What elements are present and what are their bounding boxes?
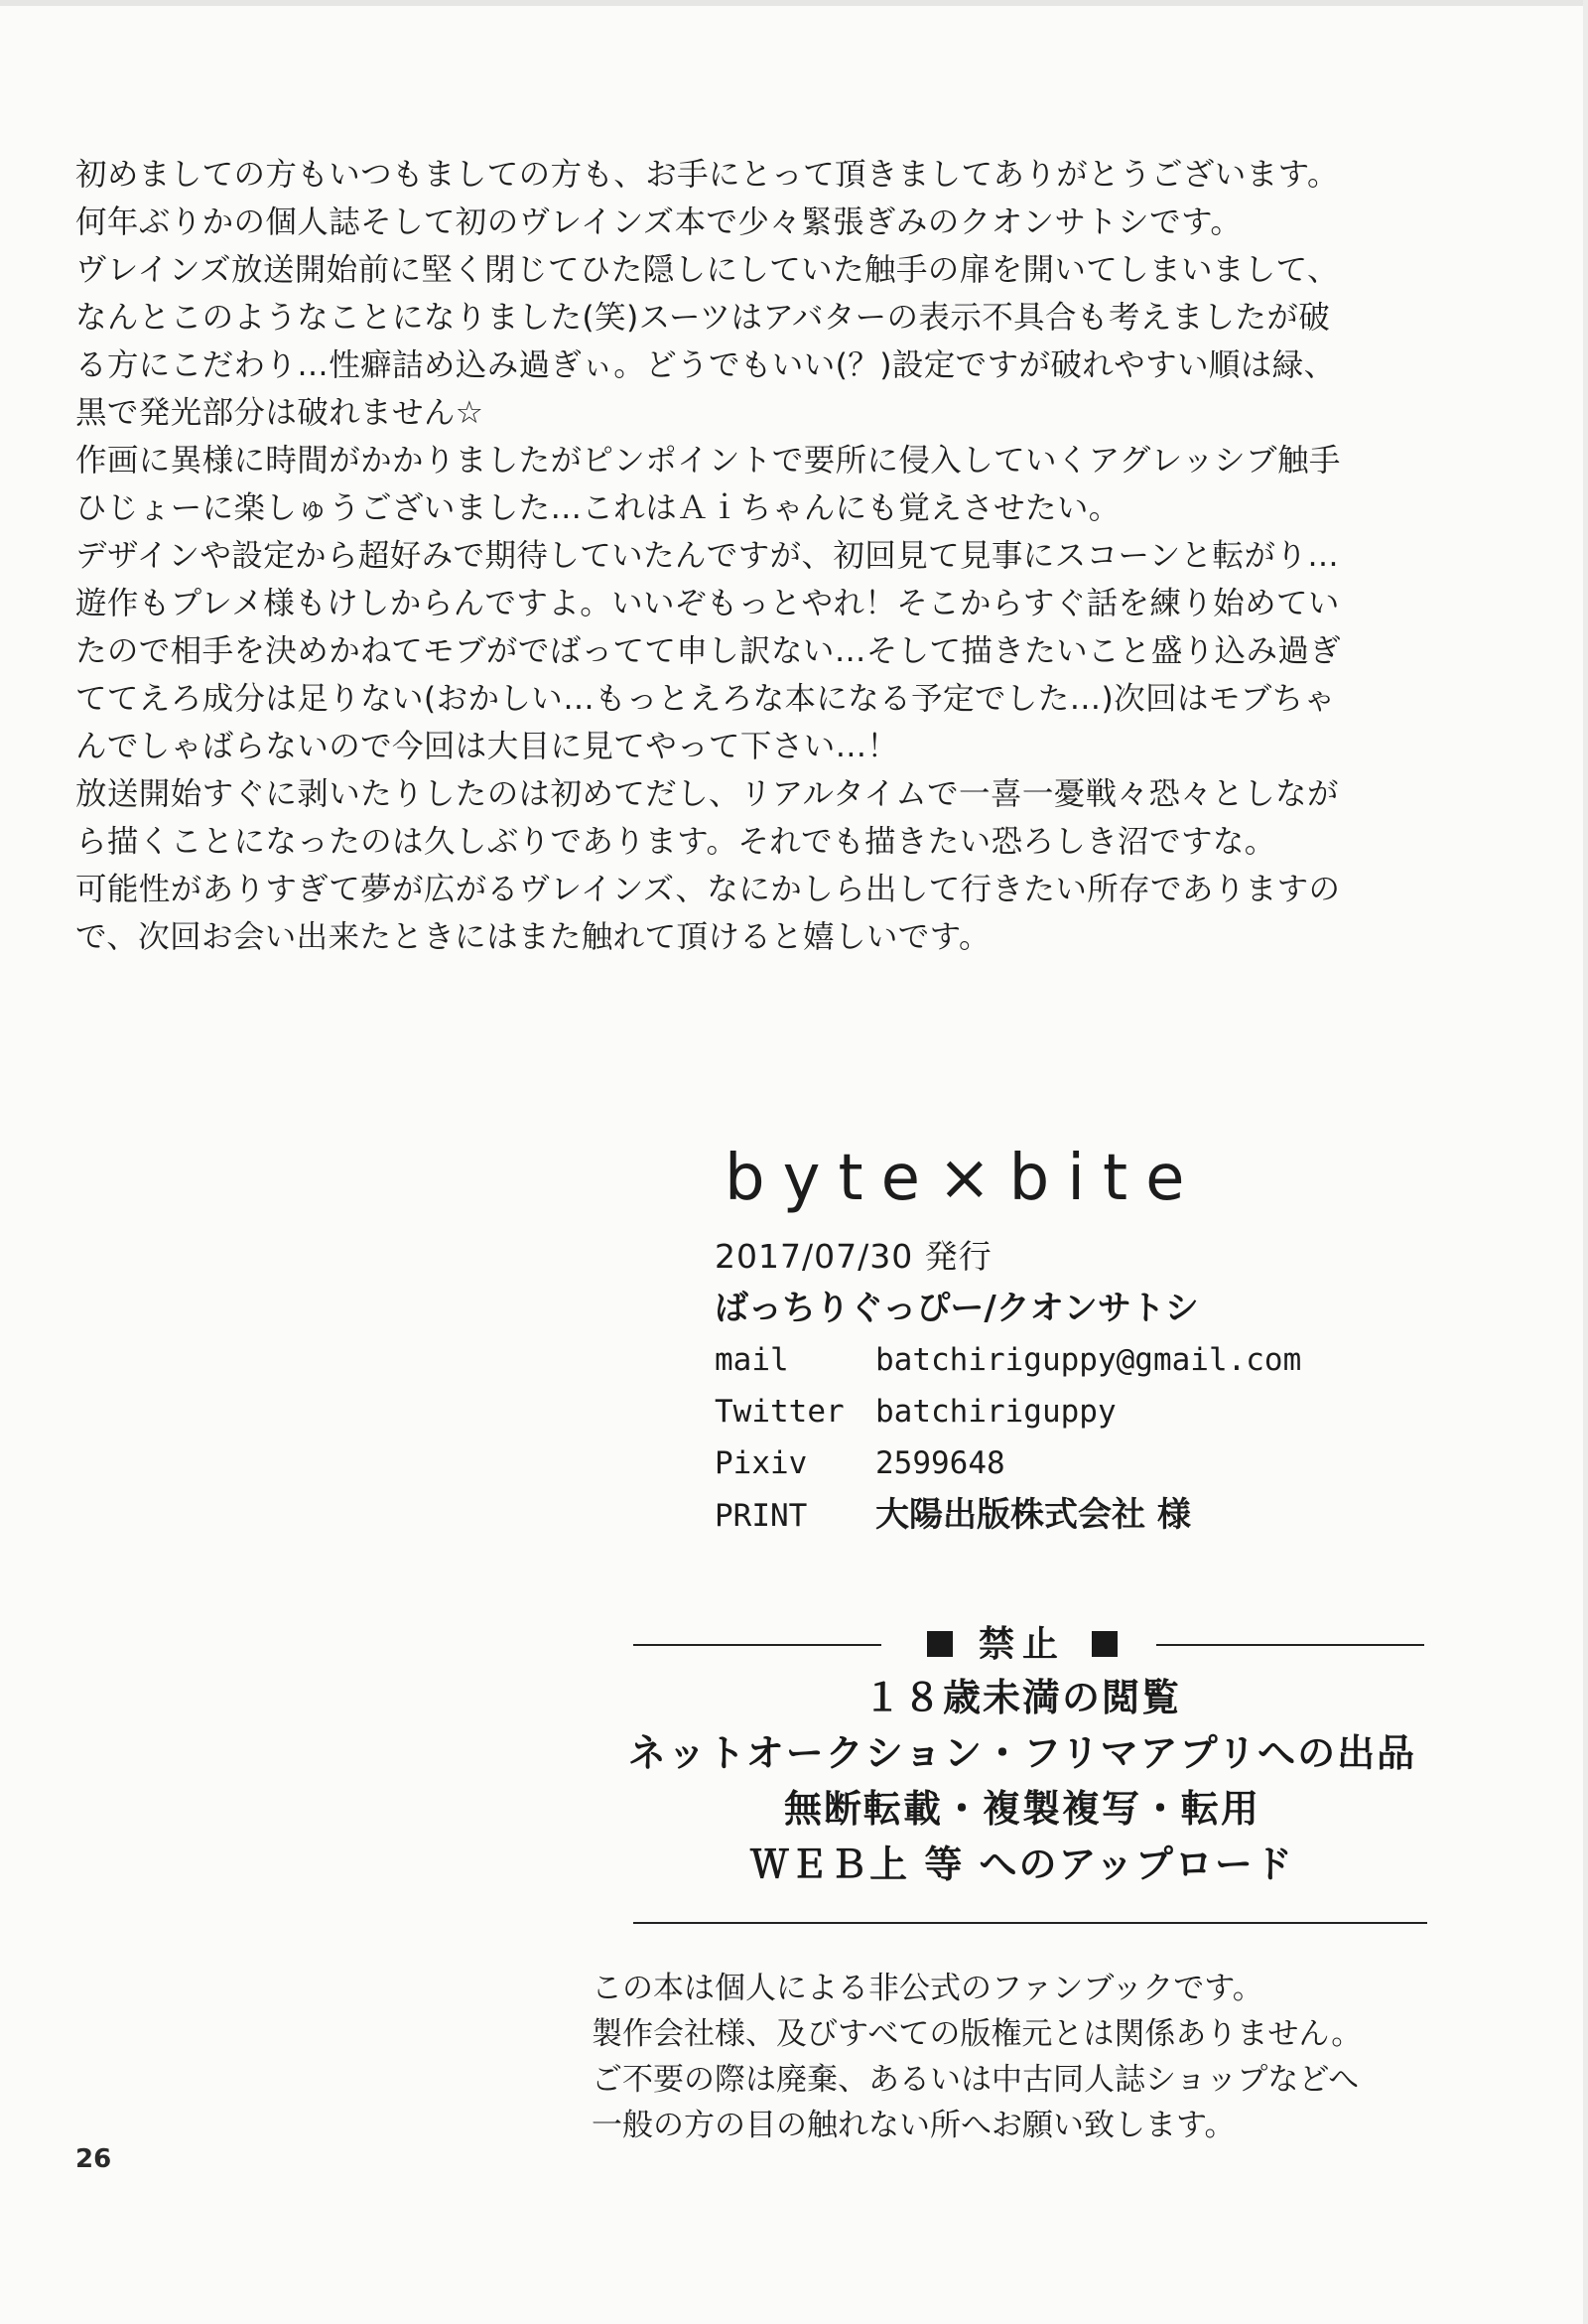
twitter-row <box>715 1386 1301 1437</box>
prohibition-item: ネットオークション・フリマアプリへの出品 <box>627 1730 1417 1775</box>
colophon <box>715 1231 1301 1541</box>
black-square-icon <box>927 1631 953 1657</box>
book-title: byte×bite <box>725 1142 1203 1215</box>
afterword-line: 黒で発光部分は破れません☆ <box>75 395 484 431</box>
afterword-line: 遊作もプレメ様もけしからんですよ。いいぞもっとやれ！そこからすぐ話を練り始めてい <box>75 586 1340 621</box>
disclaimer-line: 製作会社様、及びすべての版権元とは関係ありません。 <box>592 2016 1363 2052</box>
print-value: 大陽出版株式会社 様 <box>875 1495 1191 1535</box>
disclaimer-line: 一般の方の目の触れない所へお願い致します。 <box>592 2108 1236 2143</box>
pixiv-value: 2599648 <box>875 1445 1005 1481</box>
divider-line <box>633 1922 1427 1924</box>
afterword-line: 初めましての方もいつもましての方も、お手にとって頂きましてありがとうございます。 <box>75 157 1339 193</box>
divider-line <box>1156 1644 1424 1646</box>
twitter-value: batchiriguppy <box>875 1394 1117 1430</box>
disclaimer <box>592 1966 1362 2148</box>
afterword-line: デザインや設定から超好みで期待していたんですが、初回見て見事にスコーンと転がり… <box>75 538 1340 574</box>
afterword-line: 可能性がありすぎて夢が広がるヴレインズ、なにかしら出して行きたい所存でありますの <box>75 872 1341 907</box>
afterword-line: なんとこのようなことになりました(笑)スーツはアバターの表示不具合も考えましたが破 <box>75 300 1331 336</box>
afterword-line: ひじょーに楽しゅうございました…これはＡｉちゃんにも覚えさせたい。 <box>75 490 1121 526</box>
page-edge-top <box>0 0 1588 6</box>
afterword-line: んでしゃばらないので今回は大目に見てやって下さい…！ <box>75 729 899 764</box>
afterword-line: ら描くことになったのは久しぶりであります。それでも描きたい恐ろしき沼ですな。 <box>75 824 1276 860</box>
publish-date: 2017/07/30 発行 <box>715 1237 992 1276</box>
afterword-line: で、次回お会い出来たときにはまた触れて頂けると嬉しいです。 <box>75 919 991 955</box>
disclaimer-line: ご不要の際は廃棄、あるいは中古同人誌ショップなどへ <box>592 2062 1360 2098</box>
afterword-line: ヴレインズ放送開始前に堅く閉じてひた隠しにしていた触手の扉を開いてしまいまして、 <box>75 252 1339 288</box>
print-row <box>715 1489 1301 1541</box>
disclaimer-line: この本は個人による非公式のファンブックです。 <box>592 1971 1263 2006</box>
afterword-line: る方にこだわり…性癖詰め込み過ぎぃ。どうでもいい(？)設定ですが破れやすい順は緑、 <box>75 347 1336 383</box>
prohibition-item: １８歳未満の閲覧 <box>862 1675 1181 1719</box>
prohibition-heading: 禁止 <box>978 1623 1066 1665</box>
print-label: PRINT <box>715 1498 808 1534</box>
circle-author: ばっちりぐっぴー/クオンサトシ <box>715 1289 1199 1328</box>
afterword-line: ててえろ成分は足りない(おかしい…もっとえろな本になる予定でした…)次回はモブちゃ <box>75 681 1336 717</box>
pixiv-row <box>715 1437 1301 1489</box>
prohibition-box <box>596 1618 1449 1924</box>
prohibition-item: ＷＥＢ上 等 へのアップロード <box>750 1842 1294 1886</box>
page-edge-right <box>1583 0 1588 2324</box>
prohibition-heading-wrap <box>901 1618 1143 1670</box>
prohibition-header <box>596 1618 1449 1670</box>
afterword-line: たので相手を決めかねてモブがでばってて申し訳ない…そして描きたいこと盛り込み過ぎ <box>75 633 1342 669</box>
page-number: 26 <box>75 2144 112 2174</box>
divider-line <box>633 1644 881 1646</box>
black-square-icon <box>1092 1631 1118 1657</box>
pixiv-label: Pixiv <box>715 1445 808 1481</box>
afterword-line: 何年ぶりかの個人誌そして初のヴレインズ本で少々緊張ぎみのクオンサトシです。 <box>75 205 1243 240</box>
mail-value: batchiriguppy@gmail.com <box>875 1342 1302 1378</box>
prohibition-item: 無断転載・複製複写・転用 <box>783 1786 1260 1831</box>
afterword-text <box>75 151 1505 961</box>
twitter-label: Twitter <box>715 1394 845 1430</box>
mail-row <box>715 1334 1301 1386</box>
afterword-line: 作画に異様に時間がかかりましたがピンポイントで要所に侵入していくアグレッシブ触手 <box>75 443 1341 478</box>
afterword-line: 放送開始すぐに剥いたりしたのは初めてだし、リアルタイムで一喜一憂戦々恐々としなが <box>75 776 1339 812</box>
mail-label: mail <box>715 1342 789 1378</box>
